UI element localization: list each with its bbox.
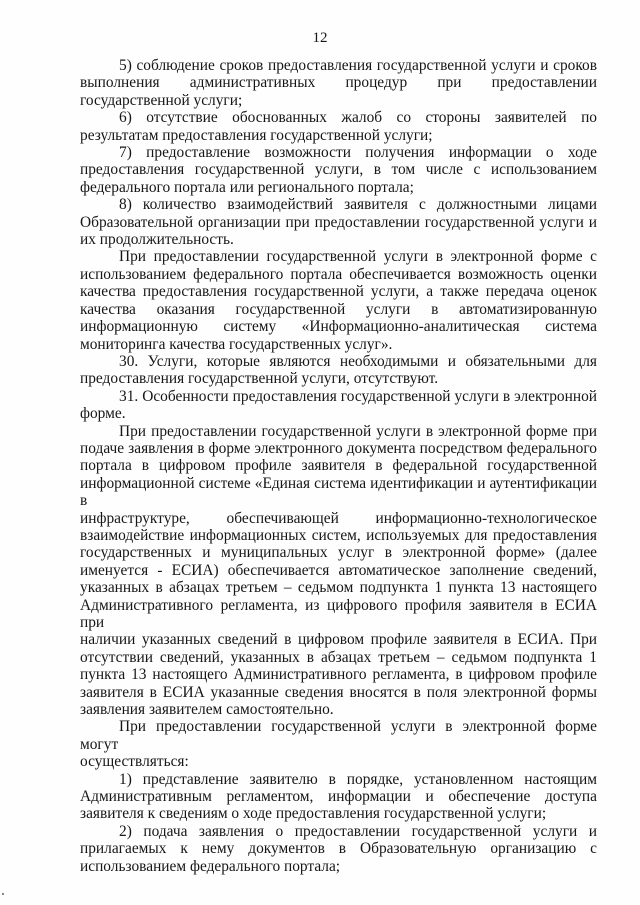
text-line: заявителя в ЕСИА указанные сведения вносятся в поля электронной формы	[80, 683, 597, 701]
text-line: 6) отсутствие обоснованных жалоб со стороны заявителей по	[119, 109, 597, 127]
text-line: 8) количество взаимодействий заявителя с должностными лицами	[119, 196, 597, 214]
text-line: прилагаемых к нему документов в Образовательную организацию с	[80, 840, 597, 858]
text-line: выполнения административных процедур при предоставлении	[80, 74, 597, 92]
text-line: 1) представление заявителю в порядке, установленном настоящим	[119, 770, 597, 788]
text-line: 5) соблюдение сроков предоставления государственной услуги и сроков	[119, 57, 597, 74]
text-line: При предоставлении государственной услуги в электронной форме с	[119, 248, 597, 266]
text-line: федерального портала или регионального портала;	[80, 178, 414, 196]
text-line: использованием федерального портала;	[80, 857, 341, 875]
text-line: государственной услуги;	[80, 91, 243, 109]
text-line: указанных в абзацах третьем – седьмом подпункта 1 пункта 13 настоящего	[80, 579, 597, 597]
scan-speck	[2, 893, 4, 895]
text-line: инфраструктуре, обеспечивающей информационно-технологическое	[80, 509, 597, 527]
text-line: осуществляться:	[80, 753, 189, 771]
paragraph-criterion-8	[80, 196, 597, 248]
paragraph-item-30	[80, 353, 597, 388]
paragraph-criterion-7	[80, 144, 597, 196]
paragraph-electronic-actions-intro	[80, 718, 597, 770]
text-line: информационной системе «Единая система идентификации и аутентификации в	[80, 474, 597, 510]
text-line: Образовательной организации при предоставлении государственной услуги и	[80, 213, 597, 231]
paragraph-criterion-5	[80, 57, 597, 109]
text-line: предоставления государственной услуги, в том числе с использованием	[80, 161, 597, 179]
text-line: именуется - ЕСИА) обеспечивается автоматическое заполнение сведений,	[80, 561, 597, 579]
text-line: подаче заявления в форме электронного документа посредством федерального	[80, 439, 597, 457]
text-line: качества предоставления государственной услуги, а также передача оценок	[80, 283, 597, 301]
text-line: заявителя к сведениям о ходе предоставления государственной услуги;	[80, 805, 547, 823]
text-line: 31. Особенности предоставления государственной услуги в электронной	[119, 387, 597, 405]
text-line: форме.	[80, 405, 126, 423]
text-line: наличии указанных сведений в цифровом профиле заявителя в ЕСИА. При	[80, 631, 597, 649]
text-line: использованием федерального портала обеспечивается возможность оценки	[80, 265, 597, 283]
paragraph-item-31	[80, 388, 597, 423]
text-line: отсутствии сведений, указанных в абзацах третьем – седьмом подпункта 1	[80, 648, 597, 666]
text-line: взаимодействие информационных систем, используемых для предоставления	[80, 526, 597, 544]
text-line: 2) подача заявления о предоставлении государственной услуги и	[119, 822, 597, 840]
text-line: результатам предоставления государственной услуги;	[80, 126, 433, 144]
paragraph-criterion-6	[80, 109, 597, 144]
text-line: их продолжительность.	[80, 231, 234, 249]
paragraph-esia-autofill	[80, 423, 597, 719]
text-line: информационную систему «Информационно-аналитическая система	[80, 318, 597, 336]
text-line: Административного регламента, из цифрового профиля заявителя в ЕСИА при	[80, 596, 597, 631]
paragraph-action-2	[80, 823, 597, 875]
text-line: Административным регламентом, информации и обеспечение доступа	[80, 788, 597, 806]
text-line: 7) предоставление возможности получения информации о ходе	[119, 144, 597, 162]
page-number: 12	[312, 30, 328, 46]
text-line: государственных и муниципальных услуг в электронной форме» (далее	[80, 544, 597, 562]
document-body	[80, 57, 597, 875]
text-line: заявления заявителем самостоятельно.	[80, 701, 334, 719]
text-line: При предоставлении государственной услуги в электронной форме при	[119, 422, 597, 440]
text-line: качества оказания государственной услуги в автоматизированную	[80, 300, 597, 318]
text-line: пункта 13 настоящего Административного регламента, в цифровом профиле	[80, 666, 597, 684]
text-line: мониторинга качества государственных услуг».	[80, 335, 393, 353]
text-line: портала в цифровом профиле заявителя в федеральной государственной	[80, 457, 597, 475]
paragraph-action-1	[80, 771, 597, 823]
text-line: предоставления государственной услуги, отсутствуют.	[80, 370, 439, 388]
paragraph-quality-assessment	[80, 248, 597, 352]
text-line: При предоставлении государственной услуги в электронной форме могут	[80, 718, 597, 753]
text-line: 30. Услуги, которые являются необходимыми и обязательными для	[119, 352, 597, 370]
